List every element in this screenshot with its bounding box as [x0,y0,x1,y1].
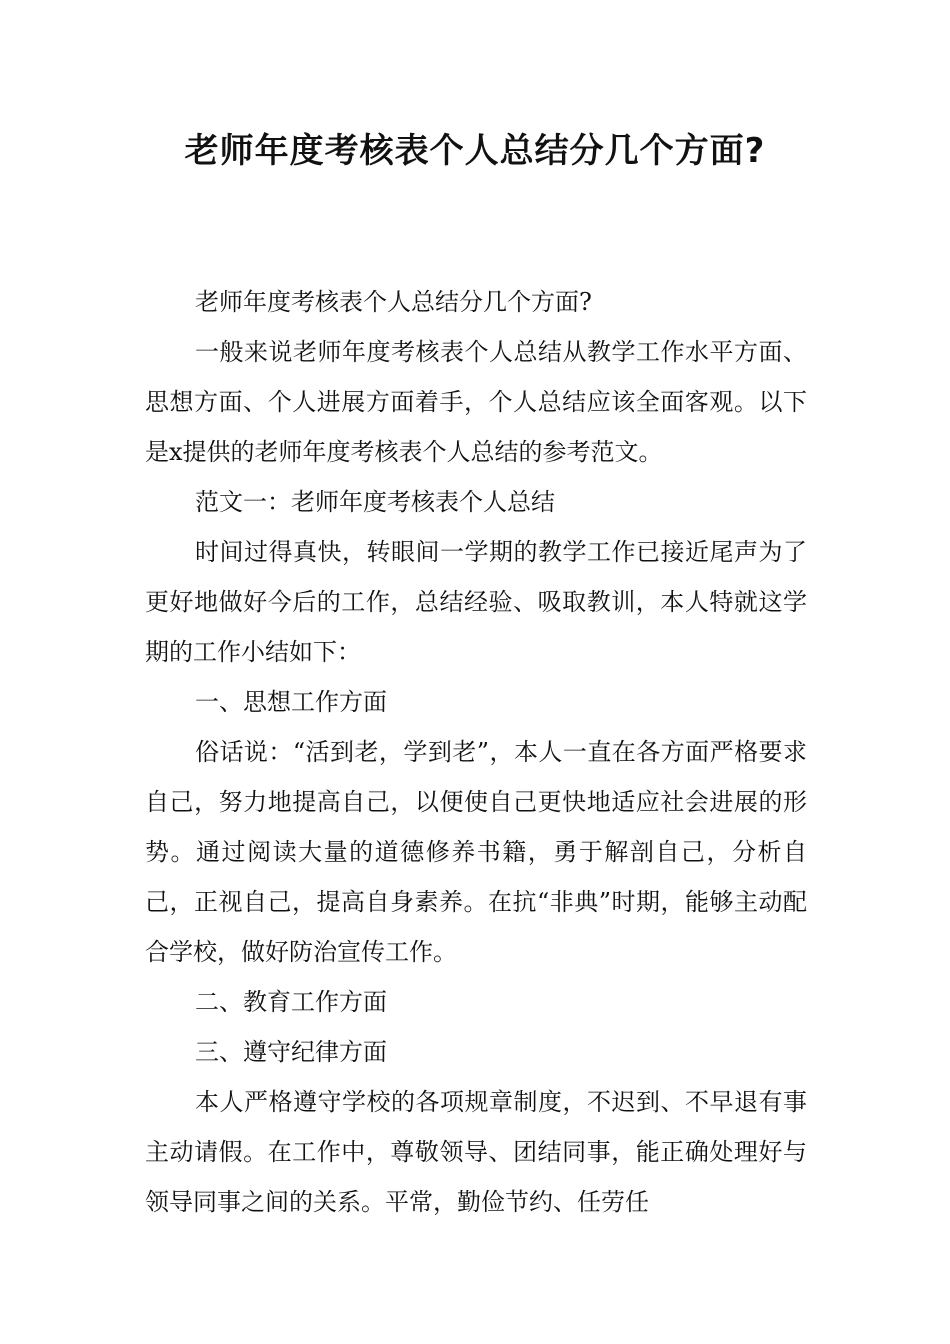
section-heading: 三、遵守纪律方面 [195,1038,387,1066]
paragraph: 范文一：老师年度考核表个人总结 [195,488,555,516]
paragraph: 老师年度考核表个人总结分几个方面? [195,288,592,316]
document-body [145,277,807,1227]
paragraph: 时间过得真快，转眼间一学期的教学工作已接近尾声为了更好地做好今后的工作，总结经验、吸取教训，本人特就这学期的工作小结如下： [145,538,807,666]
paragraph: 俗话说：“活到老，学到老”，本人一直在各方面严格要求自己，努力地提高自己，以便使自己更快地适应社会进展的形势。通过阅读大量的道德修养书籍，勇于解剖自己，分析自己，正视自己，提高自身素养。在抗“非典”时期，能够主动配合学校，做好防治宣传工作。 [145,738,807,966]
section-heading: 一、思想工作方面 [195,688,387,716]
document-title: 老师年度考核表个人总结分几个方面? [184,131,766,171]
paragraph: 一般来说老师年度考核表个人总结从教学工作水平方面、思想方面、个人进展方面着手，个人总结应该全面客观。以下是x提供的老师年度考核表个人总结的参考范文。 [145,338,807,466]
section-heading: 二、教育工作方面 [195,988,387,1016]
paragraph: 本人严格遵守学校的各项规章制度，不迟到、不早退有事主动请假。在工作中，尊敬领导、团结同事，能正确处理好与领导同事之间的关系。平常，勤俭节约、任劳任 [145,1088,807,1216]
